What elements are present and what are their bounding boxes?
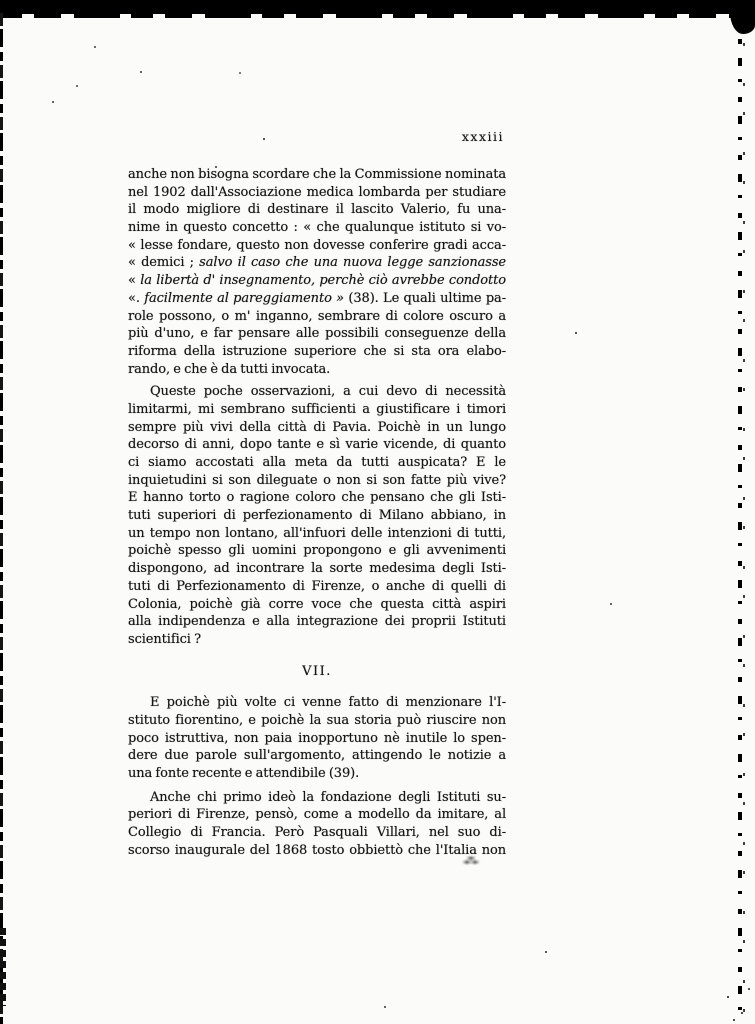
text-line [128, 361, 506, 379]
text-line [128, 596, 506, 614]
text-line [128, 290, 506, 308]
text-line [128, 747, 506, 765]
text-line [128, 472, 506, 490]
text-line [128, 454, 506, 472]
scan-speck-artifacts [0, 0, 2, 2]
text-line [128, 765, 506, 783]
text-segment: Collegio di Francia. Però Pasquali Villari, nel suo di- [128, 825, 506, 841]
text-line [128, 613, 506, 631]
text-segment: E poichè più volte ci venne fatto di menzionare l'I- [150, 695, 506, 711]
italic-text-segment: la libertà d' insegnamento, perchè ciò avrebbe condotto [140, 273, 506, 289]
text-line [128, 343, 506, 361]
text-segment: E hanno torto o ragione coloro che pensano che gli Isti- [128, 490, 506, 506]
paragraph [128, 383, 506, 648]
text-segment: tuti di Perfezionamento di Firenze, o anche di quelli di [128, 578, 506, 594]
text-segment: (38). Le quali ultime pa- [344, 290, 506, 306]
text-line [128, 219, 506, 237]
text-line [128, 308, 506, 326]
text-line [128, 489, 506, 507]
text-line [128, 730, 506, 748]
italic-text-segment: facilmente al pareggiamento » [144, 290, 345, 306]
text-segment: nime in questo concetto : « che qualunque istituto si vo- [128, 220, 506, 236]
text-segment: scorso inaugurale del 1868 tosto obbiettò che l'Italia non [128, 842, 506, 858]
text-segment: un tempo non lontano, all'infuori delle intenzioni di tutti, [128, 525, 506, 541]
paragraph [128, 166, 506, 378]
text-segment: decorso di anni, dopo tante e sì varie vicende, di quanto [128, 437, 506, 453]
text-segment: limitarmi, mi sembrano sufficienti a giustificare i timori [128, 401, 506, 417]
text-line [128, 542, 506, 560]
text-line [128, 254, 506, 272]
text-segment: poco istruttiva, non paia inopportuno nè inutile lo spen- [128, 730, 506, 746]
scan-right-edge-artifact [738, 0, 742, 1024]
text-segment: poichè spesso gli uomini propongono e gli avvenimenti [128, 543, 506, 559]
text-line [128, 507, 506, 525]
text-line [128, 272, 506, 290]
text-segment: role possono, o m' inganno, sembrare di colore oscuro a [128, 308, 506, 324]
page-number: xxxiii [461, 129, 504, 144]
text-line [128, 578, 506, 596]
text-line [128, 806, 506, 824]
text-line [128, 525, 506, 543]
text-segment: dere due parole sull'argomento, attingendo le notizie a [128, 748, 506, 764]
text-segment: sempre più vivi della città di Pavia. Poichè in un lungo [128, 419, 506, 435]
text-segment: inquietudini si son dileguate o non si son fatte più vive? [128, 472, 506, 488]
text-line [128, 712, 506, 730]
text-segment: una fonte recente e attendibile (39). [128, 766, 360, 782]
section-heading: VII. [302, 663, 332, 679]
text-segment: ci siamo accostati alla meta da tutti auspicata? E le [128, 455, 506, 470]
text-segment: rando, e che è da tutti invocata. [128, 361, 331, 377]
text-segment: Colonia, poichè già corre voce che questa città aspiri [128, 596, 506, 612]
text-line [128, 631, 506, 649]
text-line [128, 237, 506, 255]
text-segment: Queste poche osservazioni, a cui devo di necessità [150, 384, 506, 400]
text-line [128, 184, 506, 202]
scan-left-edge-artifact [0, 0, 3, 1024]
text-segment: alla indipendenza e alla integrazione dei proprii Istituti [128, 614, 506, 630]
scan-right-edge-artifact [743, 0, 745, 1024]
text-segment: « lesse fondare, questo non dovesse conferire gradi acca- [128, 237, 506, 253]
text-segment: Anche chi primo ideò la fondazione degli Istituti su- [150, 789, 506, 805]
text-line [128, 694, 506, 712]
text-line [128, 560, 506, 578]
text-line [128, 436, 506, 454]
text-segment: il modo migliore di destinare il lascito Valerio, fu una- [128, 202, 506, 218]
scan-top-edge-artifact [0, 0, 755, 14]
italic-text-segment: salvo il caso che una nuova legge sanzionasse [199, 255, 506, 271]
text-segment: periori di Firenze, pensò, come a modello da imitare, al [128, 807, 506, 823]
text-line [128, 325, 506, 343]
text-line [128, 166, 506, 184]
text-segment: tuti superiori di perfezionamento di Milano abbiano, in [128, 508, 506, 524]
text-segment: scientifici ? [128, 631, 201, 647]
text-column [128, 129, 506, 859]
text-segment: anche non bisogna scordare che la Commissione nominata [128, 167, 506, 182]
text-segment: riforma della istruzione superiore che si sta ora elabo- [128, 343, 506, 359]
printer-mark-smudge: ⁂ [463, 856, 483, 867]
text-segment: più d'uno, e far pensare alle possibili conseguenze della [128, 326, 506, 342]
text-line [128, 419, 506, 437]
text-line [128, 401, 506, 419]
paragraph [128, 789, 506, 860]
text-line [128, 824, 506, 842]
text-line [128, 383, 506, 401]
text-segment: « [128, 273, 141, 289]
scan-corner-blot-artifact [730, 0, 755, 34]
text-line [128, 789, 506, 807]
text-line [128, 201, 506, 219]
text-segment: stituto fiorentino, e poichè la sua storia può riuscire non [128, 712, 506, 728]
text-line [128, 842, 506, 860]
text-segment: nel 1902 dall'Associazione medica lombarda per studiare [128, 184, 506, 200]
text-segment: «. [128, 290, 145, 306]
paragraph [128, 694, 506, 782]
text-segment: « demici ; [128, 255, 200, 271]
text-segment: dispongono, ad incontrare la sorte medesima degli Isti- [128, 561, 506, 577]
